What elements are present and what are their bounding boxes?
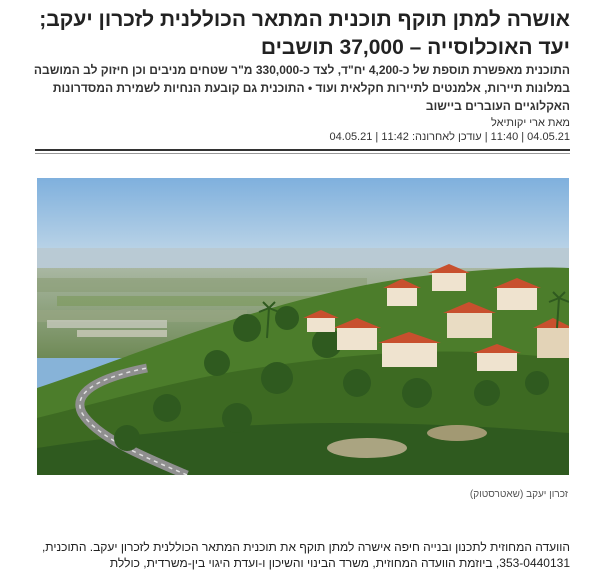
timestamp-separator: |: [484, 131, 488, 143]
landscape-photo-illustration: [37, 178, 569, 475]
article-body: הוועדה המחוזית לתכנון ובנייה חיפה אישרה למתן תוקף את תוכנית המתאר הכוללנית לזכרון יעקב. התוכנית, 353-0440131, ביוזמת הוועדה המחוזית, משרד הבינוי והשיכון ו-ועדת היגוי בין-משרדית, כוללת: [41, 540, 570, 570]
header-divider-thin: [35, 153, 570, 154]
article-photo[interactable]: [37, 178, 569, 475]
article-byline[interactable]: מאת ארי יקותיאל: [491, 117, 570, 129]
timestamp-separator: |: [521, 131, 525, 143]
article-subheadline: התוכנית מאפשרת תוספת של כ-4,200 יח"ד, לצד כ-330,000 מ"ר שטחים מניבים וכן חיזוק לב המושבה במלונות תיירות, אלמנטים לתיירות חקלאית ועוד • התוכנית גם קובעת הנחיות לשמירת המסדרונות האקלוגיים העוברים ביישוב: [33, 63, 570, 113]
timestamp-separator: |: [375, 131, 379, 143]
article-timestamps: [25, 130, 570, 144]
published-time: 11:40: [490, 131, 519, 143]
updated-date: 04.05.21: [329, 131, 373, 143]
updated-label: עודכן לאחרונה:: [411, 131, 482, 143]
published-date: 04.05.21: [527, 131, 570, 143]
distant-haze: [37, 248, 569, 270]
updated-time: 11:42: [381, 131, 409, 143]
header-divider: [35, 149, 570, 151]
photo-caption: זכרון יעקב (שאטרסטוק): [469, 489, 568, 500]
article-headline: אושרה למתן תוקף תוכנית המתאר הכוללנית לזכרון יעקב; יעד האוכלוסייה – 37,000 תושבים: [39, 8, 570, 59]
